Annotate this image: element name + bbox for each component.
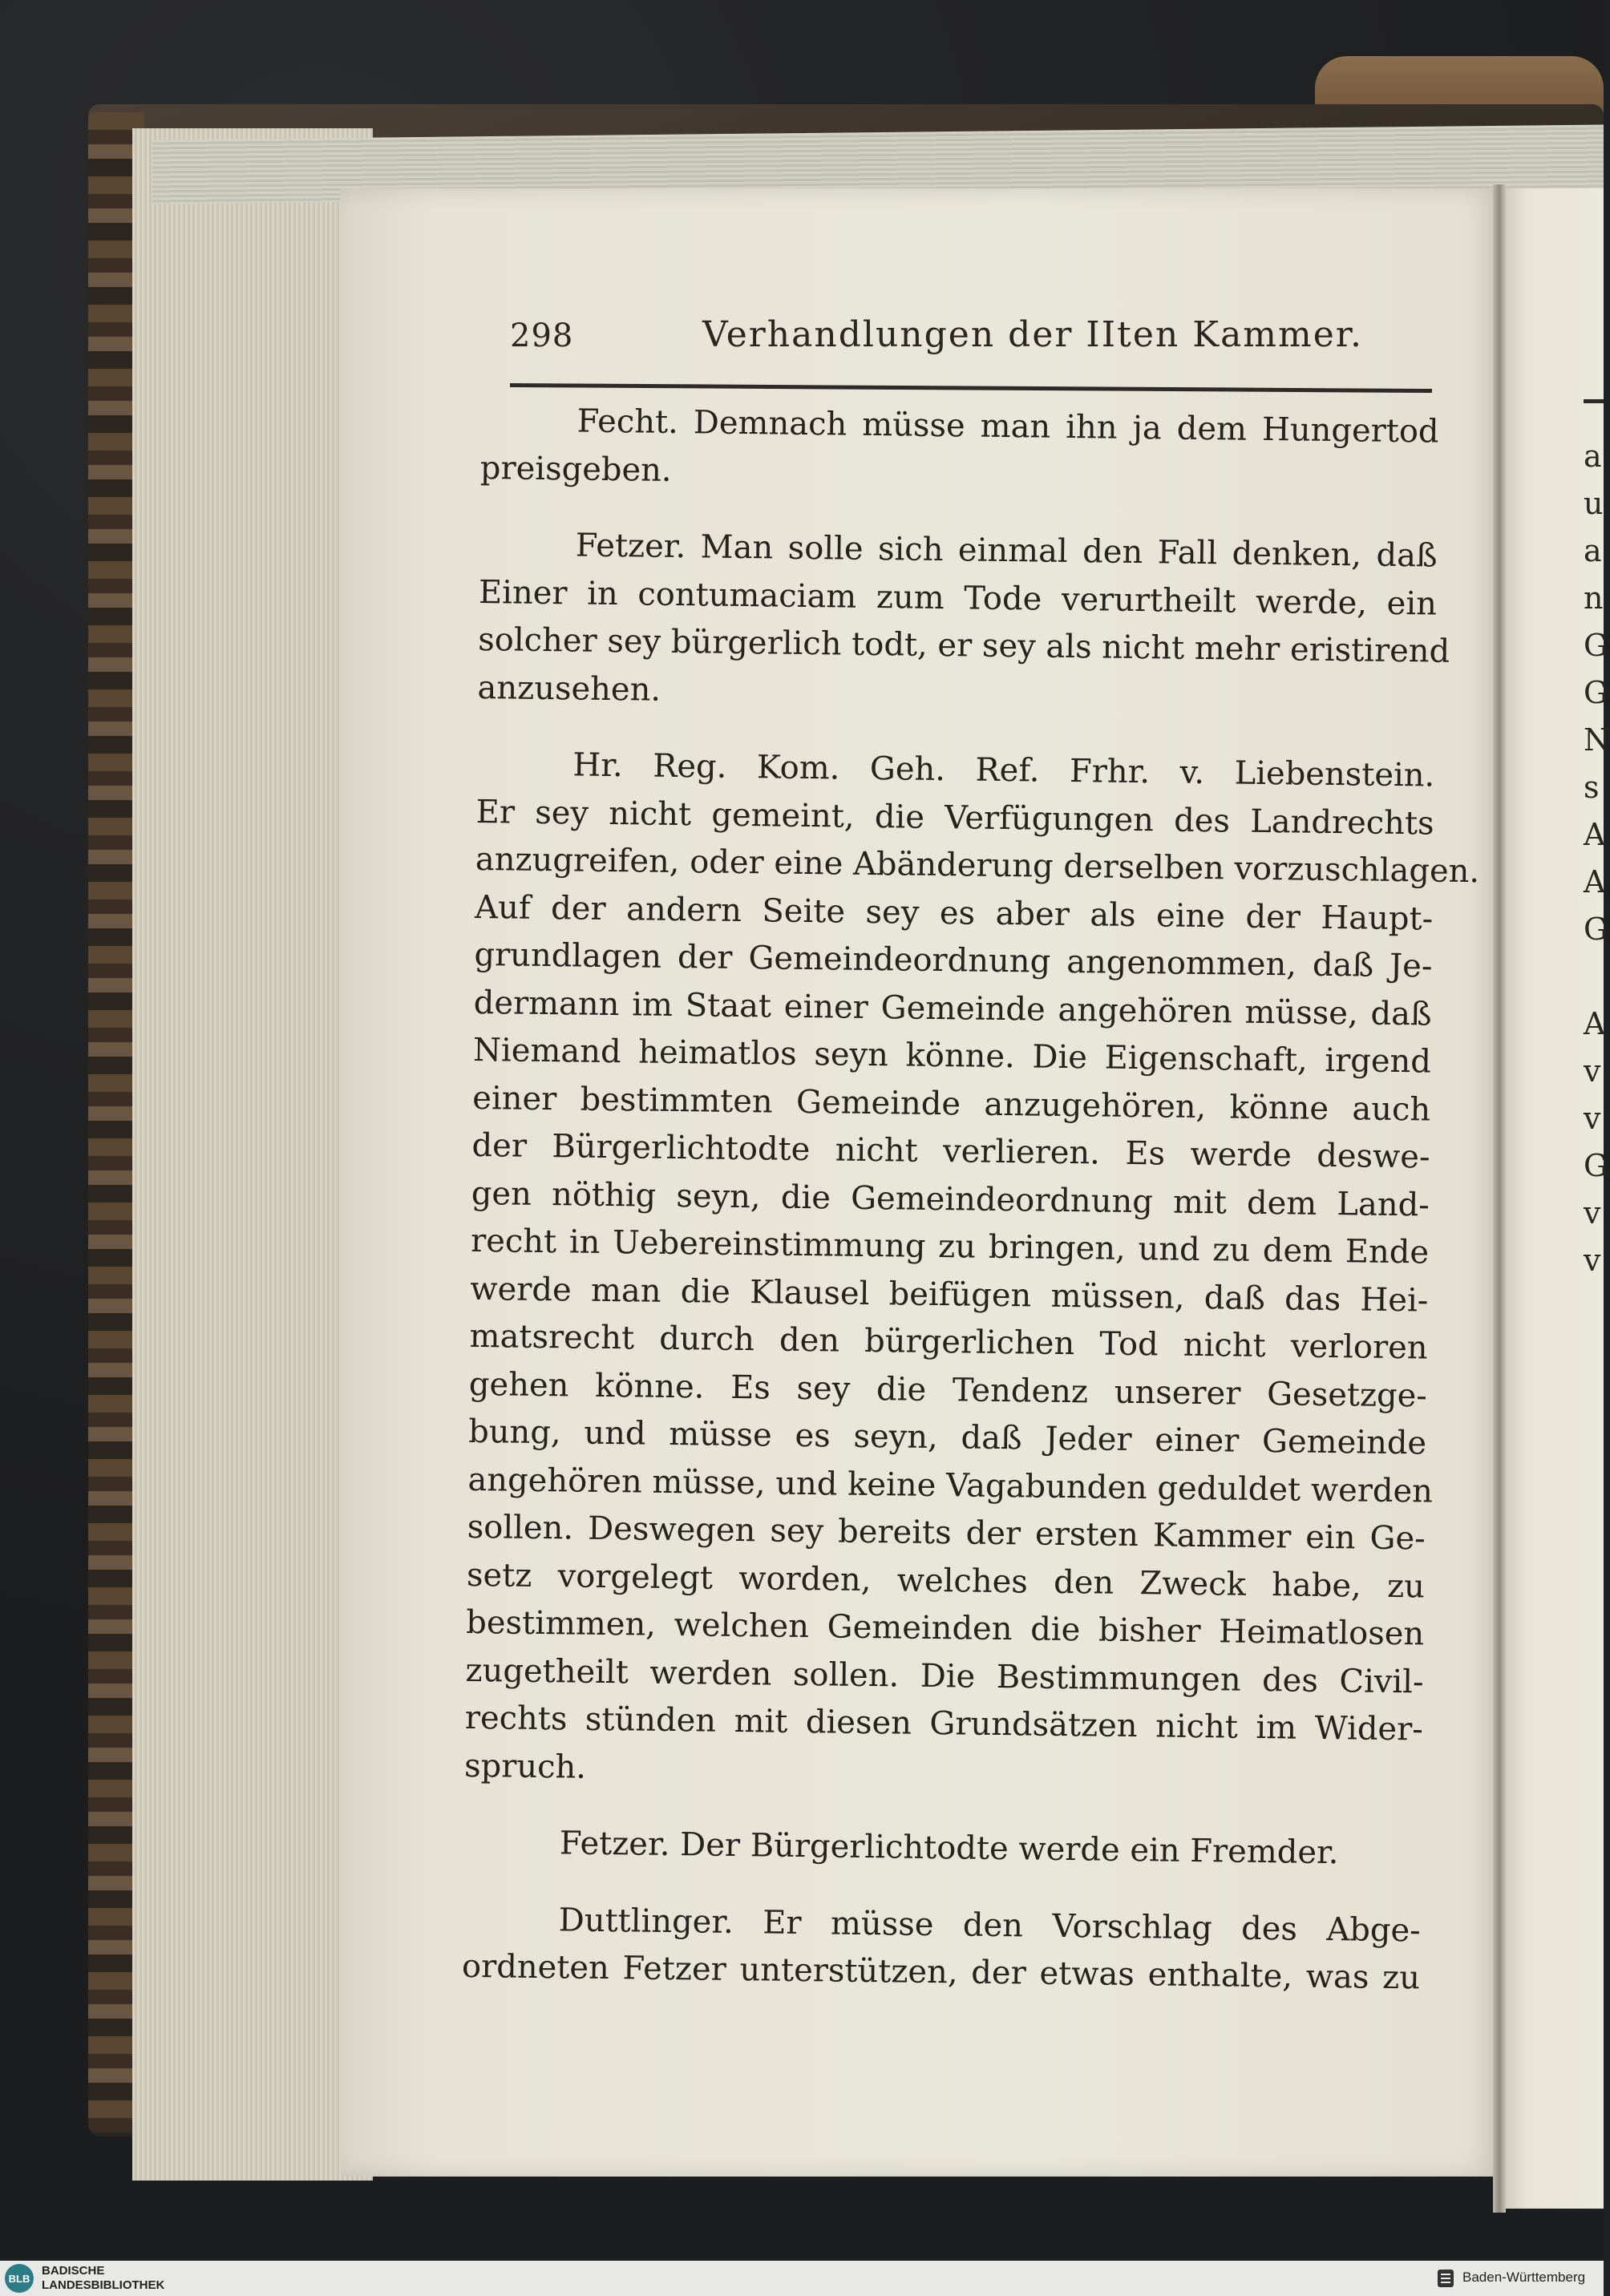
facing-page-glyph: a: [1584, 533, 1602, 568]
text-line: angehören müsse, und keine Vagabunden geduldet werden: [467, 1461, 1434, 1510]
facing-page-glyph: G: [1584, 912, 1608, 947]
text-line: Fetzer. Der Bürgerlichtodte werde ein Fremder.: [559, 1825, 1339, 1872]
text-line: der Bürgerlichtodte nicht verlieren. Es werde deswe-: [471, 1126, 1430, 1176]
facing-page-glyph: G: [1584, 628, 1608, 663]
text-line: gehen könne. Es sey die Tendenz unserer Gesetzge-: [468, 1365, 1428, 1415]
text-line: Hr. Reg. Kom. Geh. Ref. Frhr. v. Liebenstein.: [572, 746, 1435, 794]
library-name-line-2: LANDESBIBLIOTHEK: [42, 2278, 165, 2292]
facing-page-glyph: v: [1584, 1195, 1601, 1231]
facing-page-glyph: N: [1584, 722, 1610, 758]
paragraph: [480, 397, 1439, 504]
facing-page-glyph: [1584, 953, 1604, 1000]
facing-page-glyph: G: [1584, 1148, 1608, 1183]
facing-page-text: [1584, 433, 1610, 1284]
baden-wuerttemberg-crest-icon: [1435, 2268, 1456, 2289]
page-body: [461, 397, 1480, 2027]
facing-page-glyph: s: [1584, 770, 1600, 805]
text-line: solcher sey bürgerlich todt, er sey als nicht mehr eristirend: [478, 620, 1450, 670]
text-line: setz vorgelegt worden, welches den Zweck habe, zu: [466, 1556, 1426, 1605]
facing-page-glyph: u: [1584, 486, 1604, 521]
text-line: zugetheilt werden sollen. Die Bestimmungen des Civil-: [465, 1651, 1424, 1700]
text-line: gen nöthig seyn, die Gemeindeordnung mit dem Land-: [471, 1174, 1430, 1224]
facing-page-glyph: v: [1584, 1101, 1601, 1136]
text-line: Niemand heimatlos seyn könne. Die Eigenschaft, irgend: [472, 1031, 1432, 1081]
text-line: einer bestimmten Gemeinde anzugehören, könne auch: [472, 1079, 1431, 1129]
paragraph: [462, 1895, 1421, 2003]
text-line: dermann im Staat einer Gemeinde angehören müsse, daß: [473, 984, 1432, 1033]
page-block-edge: [132, 128, 373, 2181]
running-head: [510, 314, 1440, 370]
facing-page-glyph: A: [1584, 817, 1606, 852]
text-line: grundlagen der Gemeindeordnung angenommen, daß Je-: [474, 936, 1433, 985]
paragraph: [477, 521, 1450, 724]
paragraph: [463, 741, 1480, 1802]
library-name-line-1: BADISCHE: [42, 2264, 105, 2278]
running-title: Verhandlungen der IIten Kammer.: [702, 314, 1363, 355]
facing-page-glyph: A: [1584, 1006, 1606, 1041]
text-line: preisgeben.: [479, 449, 672, 489]
page-gutter: [1493, 184, 1506, 2213]
library-name[interactable]: [42, 2264, 234, 2293]
text-line: sollen. Deswegen sey bereits der ersten Kammer ein Ge-: [467, 1508, 1426, 1558]
paragraph: [463, 1819, 1422, 1878]
state-name[interactable]: Baden-Württemberg: [1462, 2270, 1586, 2285]
text-line: bung, und müsse es seyn, daß Jeder einer Gemeinde: [467, 1413, 1427, 1462]
text-line: spruch.: [463, 1747, 587, 1786]
text-line: anzugreifen, oder eine Abänderung derselben vorzuschlagen.: [475, 840, 1480, 891]
facing-page-glyph: A: [1584, 864, 1606, 899]
text-line: Fetzer. Man solle sich einmal den Fall denken, daß: [575, 527, 1438, 575]
facing-page-glyph: v: [1584, 1243, 1601, 1278]
text-line: matsrecht durch den bürgerlichen Tod nicht verloren: [469, 1317, 1428, 1367]
text-line: anzusehen.: [477, 669, 661, 709]
text-line: Duttlinger. Er müsse den Vorschlag des Abge-: [558, 1901, 1421, 1949]
text-line: bestimmen, welchen Gemeinden die bisher Heimatlosen: [466, 1603, 1425, 1653]
facing-page-rule: [1584, 399, 1604, 403]
text-line: Er sey nicht gemeint, die Verfügungen des Landrechts: [475, 793, 1434, 843]
text-line: recht in Uebereinstimmung zu bringen, und zu dem Ende: [470, 1222, 1430, 1271]
blb-logo-icon[interactable]: BLB: [5, 2264, 34, 2293]
text-line: werde man die Klausel beifügen müssen, daß das Hei-: [470, 1270, 1429, 1320]
footer-bar: [0, 2261, 1604, 2296]
facing-page-glyph: a: [1584, 439, 1602, 474]
text-line: Auf der andern Seite sey es aber als eine der Haupt-: [474, 888, 1434, 938]
page-number: 298: [510, 317, 574, 354]
text-line: Fecht. Demnach müsse man ihn ja dem Hungertod: [576, 402, 1439, 451]
facing-page-glyph: v: [1584, 1053, 1601, 1089]
text-line: Einer in contumaciam zum Tode verurtheilt werde, ein: [478, 573, 1438, 623]
text-line: rechts stünden mit diesen Grundsätzen nicht im Wider-: [464, 1699, 1424, 1748]
text-line: ordneten Fetzer unterstützen, der etwas enthalte, was zu: [461, 1947, 1421, 1997]
facing-page-glyph: n: [1584, 580, 1604, 616]
facing-page-glyph: G: [1584, 675, 1608, 710]
